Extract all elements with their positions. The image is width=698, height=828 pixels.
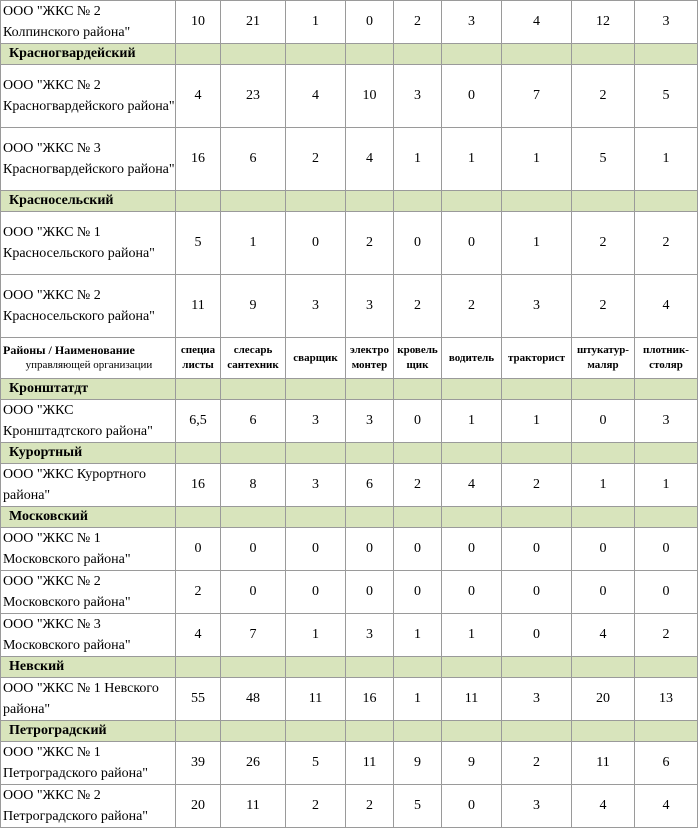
district-empty-cell — [176, 443, 221, 464]
header-cell — [346, 338, 394, 379]
value-cell: 3 — [286, 275, 346, 338]
district-empty-cell — [442, 443, 502, 464]
district-empty-cell — [502, 191, 572, 212]
district-empty-cell — [286, 191, 346, 212]
value-cell: 16 — [176, 128, 221, 191]
organization-name: ООО "ЖКС Курортного района" — [1, 464, 176, 507]
district-empty-cell — [176, 191, 221, 212]
organization-row — [1, 614, 698, 657]
district-empty-cell — [346, 443, 394, 464]
district-empty-cell — [442, 721, 502, 742]
value-cell: 20 — [176, 785, 221, 828]
value-cell: 3 — [502, 785, 572, 828]
district-empty-cell — [346, 379, 394, 400]
organization-row — [1, 128, 698, 191]
value-cell: 1 — [394, 614, 442, 657]
value-cell: 1 — [442, 128, 502, 191]
district-empty-cell — [221, 443, 286, 464]
value-cell: 0 — [286, 571, 346, 614]
value-cell: 3 — [286, 464, 346, 507]
district-empty-cell — [221, 657, 286, 678]
value-cell: 1 — [394, 128, 442, 191]
value-cell: 12 — [572, 1, 635, 44]
organization-row — [1, 678, 698, 721]
organization-name: ООО "ЖКС № 1 Петроградского района" — [1, 742, 176, 785]
value-cell: 6 — [221, 128, 286, 191]
district-empty-cell — [572, 443, 635, 464]
header-line: специа — [180, 344, 216, 356]
value-cell: 48 — [221, 678, 286, 721]
district-empty-cell — [394, 44, 442, 65]
district-empty-cell — [346, 191, 394, 212]
value-cell: 2 — [286, 785, 346, 828]
district-row — [1, 379, 698, 400]
value-cell: 3 — [346, 400, 394, 443]
value-cell: 1 — [635, 464, 698, 507]
value-cell: 10 — [176, 1, 221, 44]
district-empty-cell — [221, 507, 286, 528]
district-row — [1, 44, 698, 65]
district-name: Красносельский — [1, 191, 176, 212]
value-cell: 3 — [346, 614, 394, 657]
value-cell: 0 — [394, 571, 442, 614]
value-cell: 0 — [442, 65, 502, 128]
value-cell: 3 — [502, 678, 572, 721]
district-empty-cell — [394, 379, 442, 400]
value-cell: 11 — [442, 678, 502, 721]
value-cell: 1 — [442, 400, 502, 443]
value-cell: 39 — [176, 742, 221, 785]
value-cell: 0 — [346, 1, 394, 44]
header-cell — [442, 338, 502, 379]
district-empty-cell — [572, 657, 635, 678]
district-name: Московский — [1, 507, 176, 528]
value-cell: 11 — [572, 742, 635, 785]
district-empty-cell — [572, 379, 635, 400]
district-empty-cell — [572, 721, 635, 742]
organization-row — [1, 785, 698, 828]
district-empty-cell — [442, 507, 502, 528]
value-cell: 3 — [502, 275, 572, 338]
district-empty-cell — [635, 191, 698, 212]
value-cell: 0 — [572, 400, 635, 443]
value-cell: 8 — [221, 464, 286, 507]
value-cell: 0 — [346, 528, 394, 571]
value-cell: 1 — [572, 464, 635, 507]
value-cell: 20 — [572, 678, 635, 721]
district-empty-cell — [394, 657, 442, 678]
district-empty-cell — [221, 44, 286, 65]
value-cell: 2 — [502, 742, 572, 785]
value-cell: 1 — [502, 128, 572, 191]
value-cell: 2 — [286, 128, 346, 191]
value-cell: 0 — [502, 528, 572, 571]
value-cell: 2 — [635, 614, 698, 657]
district-empty-cell — [176, 507, 221, 528]
district-empty-cell — [286, 657, 346, 678]
header-line: сварщик — [293, 351, 338, 364]
value-cell: 10 — [346, 65, 394, 128]
district-empty-cell — [346, 507, 394, 528]
value-cell: 5 — [635, 65, 698, 128]
district-empty-cell — [176, 379, 221, 400]
value-cell: 55 — [176, 678, 221, 721]
organization-row — [1, 65, 698, 128]
district-empty-cell — [286, 507, 346, 528]
header-line: маляр — [587, 359, 619, 371]
district-empty-cell — [176, 721, 221, 742]
header-line: Районы / Наименование — [3, 343, 135, 357]
district-empty-cell — [221, 379, 286, 400]
district-empty-cell — [635, 443, 698, 464]
value-cell: 2 — [346, 785, 394, 828]
district-name: Невский — [1, 657, 176, 678]
district-empty-cell — [176, 44, 221, 65]
district-empty-cell — [635, 379, 698, 400]
district-row — [1, 507, 698, 528]
header-line: управляющей организации — [25, 359, 153, 371]
table-body — [1, 1, 698, 828]
header-line: столяр — [649, 359, 683, 371]
column-header-row — [1, 338, 698, 379]
district-empty-cell — [286, 443, 346, 464]
district-empty-cell — [635, 44, 698, 65]
district-row — [1, 721, 698, 742]
header-line: слесарь — [233, 344, 273, 356]
district-empty-cell — [442, 191, 502, 212]
value-cell: 0 — [572, 571, 635, 614]
organization-name: ООО "ЖКС № 3 Красногвардейского района" — [1, 128, 176, 191]
value-cell: 26 — [221, 742, 286, 785]
district-empty-cell — [286, 721, 346, 742]
value-cell: 1 — [635, 128, 698, 191]
organization-name: ООО "ЖКС № 2 Красносельского района" — [1, 275, 176, 338]
district-row — [1, 443, 698, 464]
district-empty-cell — [346, 44, 394, 65]
district-empty-cell — [502, 44, 572, 65]
organization-row — [1, 464, 698, 507]
district-empty-cell — [442, 44, 502, 65]
value-cell: 2 — [572, 275, 635, 338]
value-cell: 0 — [442, 528, 502, 571]
value-cell: 7 — [502, 65, 572, 128]
district-empty-cell — [394, 721, 442, 742]
district-name: Кронштатдт — [1, 379, 176, 400]
value-cell: 3 — [286, 400, 346, 443]
organization-row — [1, 400, 698, 443]
value-cell: 13 — [635, 678, 698, 721]
organization-name: ООО "ЖКС № 1 Московского района" — [1, 528, 176, 571]
value-cell: 0 — [176, 528, 221, 571]
district-empty-cell — [346, 657, 394, 678]
value-cell: 0 — [502, 571, 572, 614]
district-empty-cell — [221, 191, 286, 212]
header-line: водитель — [448, 351, 495, 364]
district-empty-cell — [286, 44, 346, 65]
value-cell: 4 — [286, 65, 346, 128]
organization-name: ООО "ЖКС № 2 Красногвардейского района" — [1, 65, 176, 128]
value-cell: 0 — [635, 528, 698, 571]
value-cell: 2 — [346, 212, 394, 275]
value-cell: 3 — [442, 1, 502, 44]
value-cell: 6 — [346, 464, 394, 507]
value-cell: 1 — [502, 400, 572, 443]
value-cell: 4 — [346, 128, 394, 191]
value-cell: 2 — [502, 464, 572, 507]
value-cell: 3 — [635, 1, 698, 44]
value-cell: 0 — [286, 528, 346, 571]
district-empty-cell — [502, 721, 572, 742]
value-cell: 2 — [394, 464, 442, 507]
header-cell — [286, 338, 346, 379]
district-row — [1, 657, 698, 678]
district-name: Курортный — [1, 443, 176, 464]
district-empty-cell — [572, 191, 635, 212]
value-cell: 4 — [176, 614, 221, 657]
value-cell: 4 — [635, 785, 698, 828]
value-cell: 2 — [394, 275, 442, 338]
district-empty-cell — [502, 443, 572, 464]
value-cell: 3 — [346, 275, 394, 338]
value-cell: 0 — [221, 528, 286, 571]
header-org-column — [1, 338, 176, 379]
organization-name: ООО "ЖКС Кронштадтского района" — [1, 400, 176, 443]
header-line: плотник- — [643, 344, 689, 356]
district-empty-cell — [502, 379, 572, 400]
district-empty-cell — [394, 443, 442, 464]
value-cell: 1 — [286, 614, 346, 657]
header-cell — [221, 338, 286, 379]
value-cell: 11 — [346, 742, 394, 785]
value-cell: 0 — [286, 212, 346, 275]
value-cell: 9 — [221, 275, 286, 338]
district-row — [1, 191, 698, 212]
value-cell: 2 — [635, 212, 698, 275]
organization-name: ООО "ЖКС № 1 Красносельского района" — [1, 212, 176, 275]
value-cell: 1 — [394, 678, 442, 721]
header-line: щик — [406, 359, 429, 371]
value-cell: 21 — [221, 1, 286, 44]
value-cell: 0 — [346, 571, 394, 614]
value-cell: 0 — [502, 614, 572, 657]
value-cell: 7 — [221, 614, 286, 657]
value-cell: 5 — [572, 128, 635, 191]
organization-name: ООО "ЖКС № 3 Московского района" — [1, 614, 176, 657]
district-empty-cell — [394, 507, 442, 528]
value-cell: 5 — [286, 742, 346, 785]
value-cell: 11 — [176, 275, 221, 338]
value-cell: 6 — [635, 742, 698, 785]
value-cell: 6,5 — [176, 400, 221, 443]
organization-row — [1, 571, 698, 614]
value-cell: 1 — [502, 212, 572, 275]
district-empty-cell — [635, 721, 698, 742]
value-cell: 1 — [286, 1, 346, 44]
organization-row — [1, 742, 698, 785]
district-empty-cell — [176, 657, 221, 678]
value-cell: 4 — [442, 464, 502, 507]
value-cell: 5 — [394, 785, 442, 828]
header-line: монтер — [351, 359, 388, 371]
district-empty-cell — [442, 379, 502, 400]
value-cell: 0 — [635, 571, 698, 614]
value-cell: 16 — [346, 678, 394, 721]
header-cell — [635, 338, 698, 379]
district-empty-cell — [572, 507, 635, 528]
value-cell: 0 — [442, 785, 502, 828]
value-cell: 9 — [394, 742, 442, 785]
district-empty-cell — [286, 379, 346, 400]
value-cell: 5 — [176, 212, 221, 275]
value-cell: 2 — [442, 275, 502, 338]
value-cell: 3 — [394, 65, 442, 128]
organization-name: ООО "ЖКС № 2 Петроградского района" — [1, 785, 176, 828]
district-empty-cell — [442, 657, 502, 678]
header-line: тракторист — [508, 351, 565, 364]
organization-name: ООО "ЖКС № 2 Московского района" — [1, 571, 176, 614]
header-cell — [394, 338, 442, 379]
header-line: листы — [182, 359, 214, 371]
district-empty-cell — [635, 657, 698, 678]
district-empty-cell — [502, 507, 572, 528]
district-empty-cell — [572, 44, 635, 65]
organization-row — [1, 1, 698, 44]
value-cell: 11 — [286, 678, 346, 721]
district-empty-cell — [502, 657, 572, 678]
value-cell: 0 — [572, 528, 635, 571]
value-cell: 0 — [394, 528, 442, 571]
value-cell: 1 — [442, 614, 502, 657]
organization-row — [1, 528, 698, 571]
district-empty-cell — [221, 721, 286, 742]
value-cell: 0 — [442, 571, 502, 614]
district-name: Петроградский — [1, 721, 176, 742]
value-cell: 23 — [221, 65, 286, 128]
value-cell: 6 — [221, 400, 286, 443]
value-cell: 4 — [176, 65, 221, 128]
header-line: кровель — [397, 344, 438, 356]
value-cell: 2 — [572, 212, 635, 275]
value-cell: 2 — [176, 571, 221, 614]
district-empty-cell — [394, 191, 442, 212]
header-line: штукатур- — [577, 344, 629, 356]
value-cell: 16 — [176, 464, 221, 507]
district-name: Красногвардейский — [1, 44, 176, 65]
header-cell — [502, 338, 572, 379]
value-cell: 2 — [572, 65, 635, 128]
header-cell — [572, 338, 635, 379]
value-cell: 3 — [635, 400, 698, 443]
value-cell: 4 — [502, 1, 572, 44]
value-cell: 11 — [221, 785, 286, 828]
value-cell: 4 — [572, 785, 635, 828]
value-cell: 4 — [572, 614, 635, 657]
value-cell: 1 — [221, 212, 286, 275]
organization-name: ООО "ЖКС № 2 Колпинского района" — [1, 1, 176, 44]
value-cell: 0 — [394, 212, 442, 275]
value-cell: 0 — [442, 212, 502, 275]
header-line: сантехник — [227, 359, 279, 371]
organization-name: ООО "ЖКС № 1 Невского района" — [1, 678, 176, 721]
value-cell: 0 — [221, 571, 286, 614]
value-cell: 4 — [635, 275, 698, 338]
organization-row — [1, 275, 698, 338]
organization-row — [1, 212, 698, 275]
header-line: электро — [349, 344, 390, 356]
header-cell — [176, 338, 221, 379]
district-empty-cell — [635, 507, 698, 528]
value-cell: 9 — [442, 742, 502, 785]
district-empty-cell — [346, 721, 394, 742]
value-cell: 2 — [394, 1, 442, 44]
value-cell: 0 — [394, 400, 442, 443]
